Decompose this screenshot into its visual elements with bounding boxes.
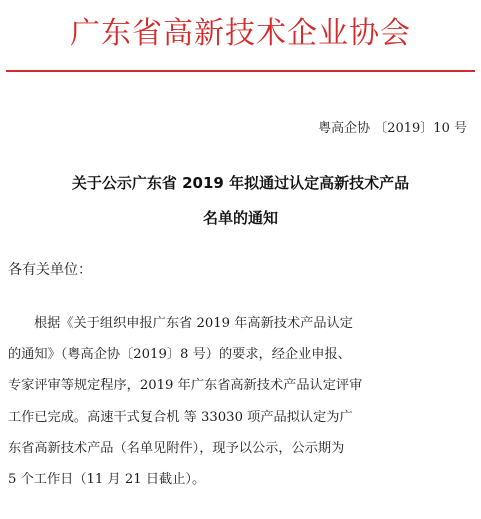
letterhead-title: 广东省高新技术企业协会 [70,16,411,51]
body-line: 5 个工作日（11 月 21 日截止）。 [8,471,206,487]
letterhead-divider [6,70,475,72]
salutation: 各有关单位： [8,262,92,278]
body-line: 东省高新技术产品（名单见附件），现予以公示，公示期为 [8,440,345,456]
body-line-text: 根据《关于组织申报广东省 2019 年高新技术产品认定 [34,316,353,331]
document-title-line-2: 名单的通知 [202,209,278,227]
body-line: 工作已完成。高速干式复合机 等 33030 项产品拟认定为广 [8,409,353,425]
body-paragraph [8,308,474,495]
document-title-line-1: 关于公示广东省 2019 年拟通过认定高新技术产品 [71,174,410,192]
body-line: 专家评审等规定程序，2019 年广东省高新技术产品认定评审 [8,378,363,394]
body-line [8,308,474,339]
body-line: 的通知》（粤高企协〔2019〕8 号）的要求，经企业申报、 [8,347,351,363]
document-number: 粤高企协 〔2019〕10 号 [318,121,467,136]
